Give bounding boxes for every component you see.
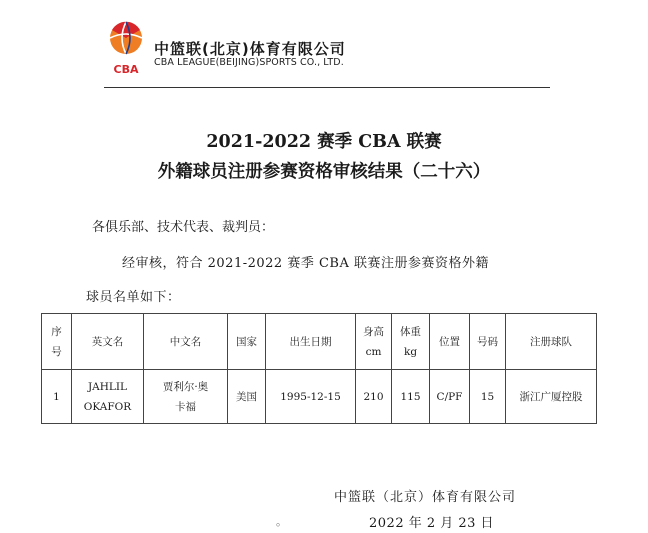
company-name-cn: 中篮联(北京)体育有限公司 — [154, 40, 346, 58]
header-divider — [104, 87, 550, 88]
header-cn-name: 中文名 — [144, 314, 228, 370]
cell-no: 1 — [42, 370, 72, 424]
player-table — [41, 313, 597, 424]
header-height: 身高 cm — [356, 314, 392, 370]
header-birth: 出生日期 — [266, 314, 356, 370]
cell-team: 浙江广厦控股 — [506, 370, 597, 424]
document-title-line2: 外籍球员注册参赛资格审核结果（二十六） — [157, 162, 491, 182]
header-no: 序 号 — [42, 314, 72, 370]
body-paragraph-line1: 经审核，符合 2021-2022 赛季 CBA 联赛注册参赛资格外籍 — [122, 256, 489, 271]
cell-birth: 1995-12-15 — [266, 370, 356, 424]
header-weight: 体重 kg — [392, 314, 430, 370]
cell-height: 210 — [356, 370, 392, 424]
cell-country: 美国 — [228, 370, 266, 424]
signature-company: 中篮联（北京）体育有限公司 — [334, 490, 517, 505]
cell-position: C/PF — [430, 370, 470, 424]
header-team: 注册球队 — [506, 314, 597, 370]
cba-logo-icon — [104, 18, 148, 78]
cell-weight: 115 — [392, 370, 430, 424]
header-en-name: 英文名 — [72, 314, 144, 370]
cell-cn-name: 贾利尔·奥 卡福 — [144, 370, 228, 424]
header-number: 号码 — [470, 314, 506, 370]
greeting: 各俱乐部、技术代表、裁判员： — [92, 220, 275, 235]
table-header-row — [42, 314, 597, 370]
cell-number: 15 — [470, 370, 506, 424]
stray-mark: 。 — [276, 515, 287, 528]
header-position: 位置 — [430, 314, 470, 370]
cell-en-name: JAHLIL OKAFOR — [72, 370, 144, 424]
body-paragraph-line2: 球员名单如下： — [86, 290, 181, 305]
document-title-line1: 2021-2022 赛季 CBA 联赛 — [206, 132, 442, 152]
table-row — [42, 370, 597, 424]
company-name-en: CBA LEAGUE(BEIJING)SPORTS CO., LTD. — [154, 57, 344, 68]
logo-text: CBA — [113, 63, 139, 76]
header-country: 国家 — [228, 314, 266, 370]
signature-date: 2022 年 2 月 23 日 — [369, 516, 495, 531]
